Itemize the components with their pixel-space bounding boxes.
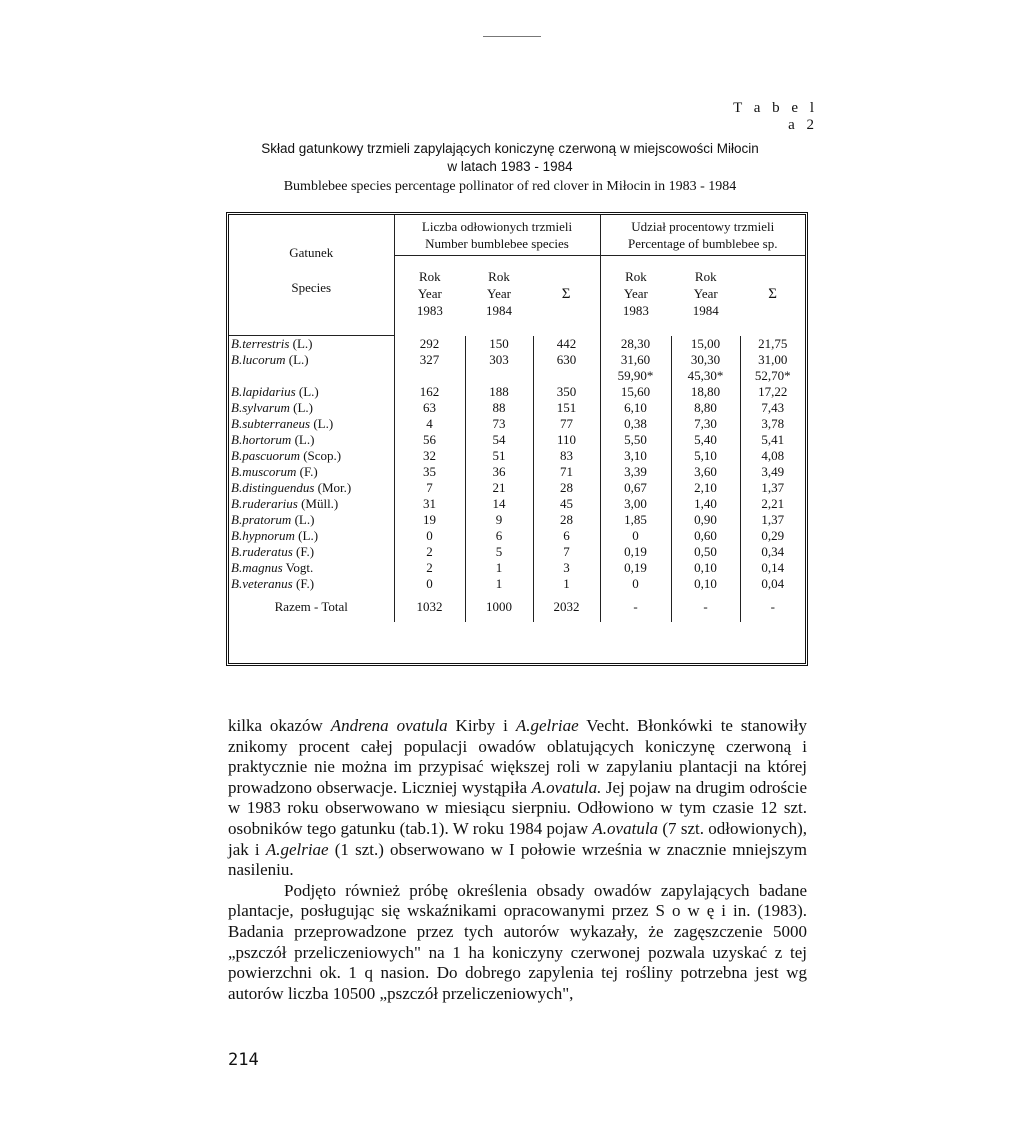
species-name-cell — [229, 432, 394, 448]
table-row — [229, 448, 805, 464]
cell-p1983: 6,10 — [600, 400, 671, 416]
cell-p1984: 8,80 — [671, 400, 740, 416]
cell-psum: 1,37 — [761, 512, 785, 527]
cell-psum: 0,14 — [761, 560, 785, 575]
cell-p1983: 3,39 — [600, 464, 671, 480]
caption-polish-line1: Skład gatunkowy trzmieli zapylających koniczynę czerwoną w miejscowości Miłocin — [261, 141, 759, 156]
count-subheaders — [395, 256, 600, 319]
cell-csum: 71 — [533, 464, 600, 480]
species-author: (L.) — [298, 528, 319, 543]
species-name-cell — [229, 528, 394, 544]
table-row — [229, 368, 805, 384]
cell-psum: 3,49 — [761, 464, 785, 479]
cell-c1984: 188 — [465, 384, 533, 400]
cell-c1984: 303 — [465, 352, 533, 368]
cell-c1984: 54 — [465, 432, 533, 448]
cell-c1983: 2 — [394, 544, 465, 560]
caption-english: Bumblebee species percentage pollinator of red clover in Miłocin in 1983 - 1984 — [283, 179, 737, 194]
cell-csum: 1 — [533, 576, 600, 592]
body-text — [228, 716, 807, 1004]
species-name: B.sylvarum — [231, 400, 290, 415]
caption-polish-line2: w latach 1983 - 1984 — [447, 159, 573, 174]
species-ref: A.ovatula — [592, 818, 659, 838]
table-row — [229, 496, 805, 512]
text-run: Kirby i — [447, 716, 516, 735]
cell-psum: 0,29 — [761, 528, 785, 543]
species-name-cell — [229, 448, 394, 464]
species-name: B.pascuorum — [231, 448, 300, 463]
cell-psum: 7,43 — [761, 400, 785, 415]
species-name: B.veteranus — [231, 576, 293, 591]
total-count-sum: 2032 — [533, 592, 600, 622]
table-body — [229, 336, 805, 593]
text-run: Jej pojaw na drugim odroście w 1983 roku obserwowano w miesiącu sierpniu. Odłowiono w tym czasie 12 szt. osobników tego gatunku (tab.1). W roku 1984 pojaw — [228, 777, 807, 838]
cell-p1983: 0,19 — [600, 560, 671, 576]
count-sum-header: Σ — [561, 286, 571, 302]
text-run: (7 szt. odłowionych), jak i — [228, 818, 807, 859]
species-name-cell — [229, 560, 394, 576]
cell-c1984: 1 — [465, 576, 533, 592]
cell-p1983: 0,38 — [600, 416, 671, 432]
total-pct-sum: - — [770, 599, 775, 614]
species-name: B.subterraneus — [231, 416, 311, 431]
species-name-cell — [229, 368, 394, 384]
paragraph-2: Podjęto również próbę określenia obsady owadów zapylających badane plantacje, posługując się wskaźnikami opracowanymi przez S o w ę i in. (1983). Badania przeprowadzone przez tych autorów wykazały, że zagęszczenie 5000 „pszczół przeliczeniowych" na 1 ha koniczyny czerwonej pozwala uzyskać z tej powierzchni ok. 1 q nasion. Do dobrego zapylenia tej rośliny potrzebna jest wg autorów liczba 10500 „pszczół przeliczeniowych", — [228, 880, 807, 1003]
cell-csum: 28 — [533, 512, 600, 528]
cell-c1983: 327 — [394, 352, 465, 368]
cell-p1984: 0,10 — [671, 576, 740, 592]
table-row — [229, 336, 805, 353]
cell-c1983 — [394, 368, 465, 384]
cell-c1984 — [465, 368, 533, 384]
table-row — [229, 560, 805, 576]
cell-c1984: 88 — [465, 400, 533, 416]
cell-csum: 6 — [533, 528, 600, 544]
pct-1984-header: Rok Year 1984 — [692, 269, 719, 318]
species-name-cell — [229, 400, 394, 416]
cell-p1983: 3,00 — [600, 496, 671, 512]
table-row — [229, 464, 805, 480]
species-name-cell — [229, 464, 394, 480]
cell-psum: 4,08 — [761, 448, 785, 463]
species-name-cell — [229, 496, 394, 512]
count-header-cell — [394, 215, 600, 336]
species-author: (L.) — [313, 416, 334, 431]
table-header-row — [229, 215, 805, 336]
pct-sum-header: Σ — [768, 286, 777, 302]
species-name: B.hypnorum — [231, 528, 295, 543]
species-name: B.magnus — [231, 560, 283, 575]
cell-csum: 350 — [533, 384, 600, 400]
pct-subheaders — [601, 256, 806, 319]
cell-p1983: 3,10 — [600, 448, 671, 464]
cell-c1984: 51 — [465, 448, 533, 464]
cell-c1983: 4 — [394, 416, 465, 432]
species-name-cell — [229, 352, 394, 368]
cell-p1984: 15,00 — [671, 336, 740, 353]
page-number: 214 — [228, 1050, 259, 1070]
species-author: (Müll.) — [301, 496, 339, 511]
species-name-cell — [229, 480, 394, 496]
cell-c1984: 5 — [465, 544, 533, 560]
cell-psum: 0,04 — [761, 576, 785, 591]
species-author: (F.) — [295, 576, 315, 591]
total-row — [229, 592, 805, 622]
species-author: (L.) — [293, 400, 313, 415]
cell-p1983: 1,85 — [600, 512, 671, 528]
species-ref: A.gelriae — [515, 716, 579, 735]
species-name: B.distinguendus — [231, 480, 315, 495]
cell-p1984: 18,80 — [671, 384, 740, 400]
table-row — [229, 512, 805, 528]
cell-psum: 5,41 — [761, 432, 785, 447]
cell-csum: 45 — [533, 496, 600, 512]
species-name-cell — [229, 336, 394, 353]
species-header-cell — [229, 215, 394, 336]
cell-c1984: 150 — [465, 336, 533, 353]
cell-p1984: 45,30* — [671, 368, 740, 384]
cell-c1984: 1 — [465, 560, 533, 576]
cell-psum: 1,37 — [761, 480, 785, 495]
cell-c1984: 36 — [465, 464, 533, 480]
cell-csum: 28 — [533, 480, 600, 496]
cell-psum: 3,78 — [761, 416, 785, 431]
cell-p1984: 5,10 — [671, 448, 740, 464]
cell-c1983: 19 — [394, 512, 465, 528]
cell-p1984: 30,30 — [671, 352, 740, 368]
species-name-cell — [229, 576, 394, 592]
cell-p1983: 31,60 — [600, 352, 671, 368]
species-name: B.muscorum — [231, 464, 297, 479]
cell-c1983: 56 — [394, 432, 465, 448]
total-pct-1984: - — [671, 592, 740, 622]
table-row — [229, 544, 805, 560]
cell-csum: 77 — [533, 416, 600, 432]
cell-c1983: 32 — [394, 448, 465, 464]
total-pct-1983: - — [600, 592, 671, 622]
species-name-cell — [229, 416, 394, 432]
cell-c1984: 73 — [465, 416, 533, 432]
species-author: (F.) — [299, 464, 318, 479]
table-row — [229, 576, 805, 592]
cell-p1984: 1,40 — [671, 496, 740, 512]
table-row — [229, 432, 805, 448]
species-author: (L.) — [298, 384, 319, 399]
cell-c1984: 6 — [465, 528, 533, 544]
cell-c1984: 21 — [465, 480, 533, 496]
species-author: (L.) — [294, 512, 315, 527]
count-1984-header: Rok Year 1984 — [485, 269, 512, 318]
cell-p1983: 0,19 — [600, 544, 671, 560]
species-name-cell — [229, 512, 394, 528]
table-row — [229, 528, 805, 544]
pct-header-cell — [600, 215, 805, 336]
cell-psum: 52,70* — [754, 368, 791, 383]
cell-c1983: 2 — [394, 560, 465, 576]
count-title-en: Number bumblebee species — [395, 235, 600, 256]
species-name: B.ruderatus — [231, 544, 293, 559]
species-table — [229, 215, 805, 622]
species-name: B.ruderarius — [231, 496, 298, 511]
species-author: (L.) — [292, 336, 313, 351]
cell-c1983: 31 — [394, 496, 465, 512]
cell-c1983: 0 — [394, 576, 465, 592]
cell-csum: 110 — [533, 432, 600, 448]
pct-title-pl: Udział procentowy trzmieli — [631, 219, 775, 234]
species-name: B.terrestris — [231, 336, 290, 351]
table-row — [229, 480, 805, 496]
table-row — [229, 400, 805, 416]
cell-p1984: 5,40 — [671, 432, 740, 448]
cell-psum: 2,21 — [761, 496, 785, 511]
species-author: (Scop.) — [303, 448, 342, 463]
table-row — [229, 384, 805, 400]
cell-p1983: 59,90* — [600, 368, 671, 384]
cell-csum — [533, 368, 600, 384]
species-name: B.pratorum — [231, 512, 292, 527]
species-name: B.lucorum — [231, 352, 286, 367]
paragraph-1 — [228, 716, 807, 881]
species-name-cell — [229, 384, 394, 400]
species-author: (L.) — [288, 352, 309, 367]
cell-p1984: 0,10 — [671, 560, 740, 576]
text-run: kilka okazów — [228, 716, 331, 735]
cell-psum: 17,22 — [758, 384, 788, 399]
species-ref: A.ovatula. — [531, 777, 602, 797]
cell-csum: 7 — [533, 544, 600, 560]
count-title-pl: Liczba odłowionych trzmieli — [421, 219, 573, 234]
cell-c1984: 14 — [465, 496, 533, 512]
cell-c1984: 9 — [465, 512, 533, 528]
cell-c1983: 162 — [394, 384, 465, 400]
species-label: Species — [291, 280, 332, 295]
cell-p1983: 15,60 — [600, 384, 671, 400]
cell-p1983: 0 — [600, 528, 671, 544]
text-run: (1 szt.) obserwowano w I połowie września w znacznie mniejszym nasileniu. — [228, 839, 807, 880]
species-author: (Mor.) — [317, 480, 352, 495]
cell-p1984: 0,60 — [671, 528, 740, 544]
cell-p1983: 5,50 — [600, 432, 671, 448]
table-row — [229, 352, 805, 368]
cell-csum: 442 — [533, 336, 600, 353]
total-count-1983: 1032 — [394, 592, 465, 622]
cell-psum: 31,00 — [758, 352, 788, 367]
species-author: (F.) — [296, 544, 315, 559]
cell-p1983: 28,30 — [600, 336, 671, 353]
pct-title-en: Percentage of bumblebee sp. — [601, 235, 806, 256]
species-ref: A.gelriae — [265, 839, 329, 859]
cell-c1983: 0 — [394, 528, 465, 544]
cell-csum: 3 — [533, 560, 600, 576]
cell-p1984: 3,60 — [671, 464, 740, 480]
gatunek-label: Gatunek — [289, 245, 334, 260]
total-label: Razem - Total — [229, 592, 394, 622]
text-run: Vecht. Błonkówki te stanowiły znikomy procent całej populacji owadów oblatujących koniczynę czerwoną i praktycznie nie można im przypisać większej roli w zapylaniu plantacji na której prowadzono obserwacje. Liczniej wystąpiła — [228, 716, 808, 797]
pct-1983-header: Rok Year 1983 — [622, 269, 649, 318]
species-ref: Andrena ovatula — [330, 716, 448, 735]
cell-c1983: 7 — [394, 480, 465, 496]
species-name-cell — [229, 544, 394, 560]
count-1983-header: Rok Year 1983 — [416, 269, 443, 318]
cell-psum: 21,75 — [758, 335, 788, 351]
species-author: (L.) — [294, 432, 315, 447]
cell-p1984: 7,30 — [671, 416, 740, 432]
species-author: Vogt. — [285, 560, 314, 575]
cell-p1983: 0,67 — [600, 480, 671, 496]
cell-csum: 151 — [533, 400, 600, 416]
cell-csum: 83 — [533, 448, 600, 464]
cell-p1983: 0 — [600, 576, 671, 592]
table-number-label: T a b e l a 2 — [733, 100, 818, 133]
cell-csum: 630 — [533, 352, 600, 368]
cell-c1983: 63 — [394, 400, 465, 416]
total-count-1984: 1000 — [465, 592, 533, 622]
cell-psum: 0,34 — [761, 544, 785, 559]
table-row — [229, 416, 805, 432]
cell-c1983: 292 — [394, 336, 465, 353]
species-name: B.lapidarius — [231, 384, 296, 399]
scan-mark — [483, 36, 541, 37]
cell-p1984: 2,10 — [671, 480, 740, 496]
cell-p1984: 0,50 — [671, 544, 740, 560]
species-name: B.hortorum — [231, 432, 292, 447]
cell-c1983: 35 — [394, 464, 465, 480]
cell-p1984: 0,90 — [671, 512, 740, 528]
